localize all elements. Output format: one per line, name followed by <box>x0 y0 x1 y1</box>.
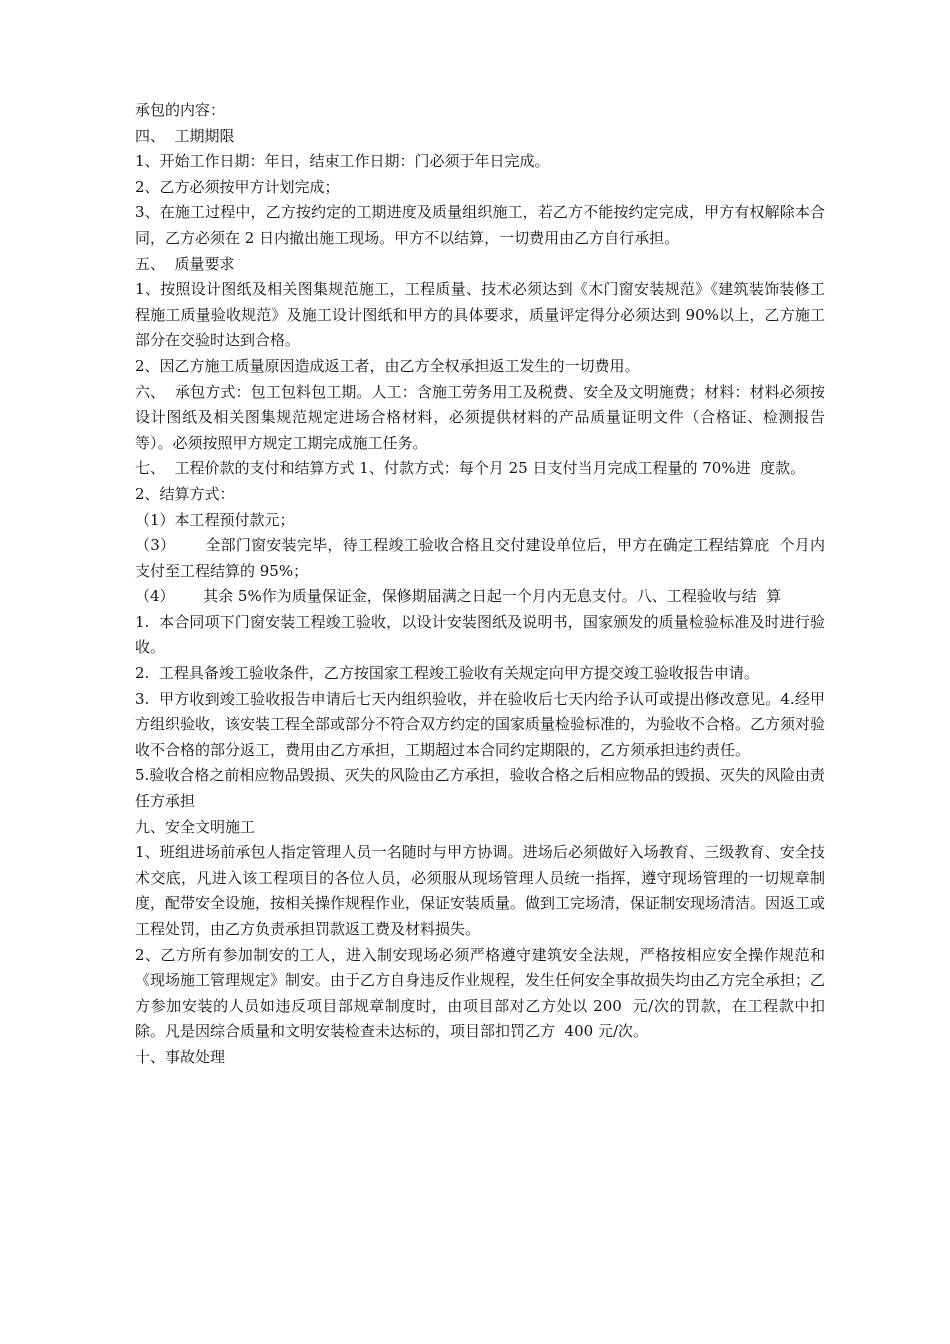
paragraph-safety-1: 1、班组进场前承包人指定管理人员一名随时与甲方协调。进场后必须做好入场教育、三级教育、安全技术交底，凡进入该工程项目的各位人员，必须服从现场管理人员统一指挥，遵守现场管理的一切规章制度，配带安全设施，按相关操作规程作业，保证安装质量。做到工完场清，保证制安现场清洁。因返工或工程处罚，由乙方负责承担罚款返工费及材料损失。 <box>135 843 826 938</box>
heading-quality-requirements: 五、 质量要求 <box>135 254 235 273</box>
paragraph-quality-deposit: （4） 其余 5%作为质量保证金，保修期届满之日起一个月内无息支付。八、工程验收与结 算 <box>135 587 782 606</box>
paragraph-quality-standards: 1、按照设计图纸及相关图集规范施工，工程质量、技术必须达到《木门窗安装规范》《建筑装饰装修工程施工质量验收规范》及施工设计图纸和甲方的具体要求，质量评定得分必须达到 90%以上，乙方施工部分在交验时达到合格。 <box>135 280 825 350</box>
paragraph-plan-completion: 2、乙方必须按甲方计划完成； <box>135 177 340 196</box>
paragraph-acceptance-3: 3. 甲方收到竣工验收报告申请后七天内组织验收，并在验收后七天内给予认可或提出修改意见。4.经甲方组织验收，该安装工程全部或部分不符合双方约定的国家质量检验标准的，为验收不合格。乙方须对验收不合格的部分返工，费用由乙方承担，工期超过本合同约定期限的，乙方须承担违约责任。 <box>135 689 826 759</box>
paragraph-start-date: 1、开始工作日期：年日，结束工作日期：门必须于年日完成。 <box>135 152 550 171</box>
heading-safety: 九、安全文明施工 <box>135 817 256 836</box>
paragraph-acceptance-1: 1. 本合同项下门窗安装工程竣工验收，以设计安装图纸及说明书，国家颁发的质量检验标准及时进行验收。 <box>135 612 825 657</box>
paragraph-settlement-method: 2、结算方式： <box>135 484 235 503</box>
paragraph-advance-payment: （1）本工程预付款元； <box>135 510 295 529</box>
paragraph-schedule-termination: 3、在施工过程中，乙方按约定的工期进度及质量组织施工，若乙方不能按约定完成，甲方有权解除本合同，乙方必须在 2 日内撤出施工现场。甲方不以结算，一切费用由乙方自行承担。 <box>135 203 825 247</box>
paragraph-acceptance-5: 5.验收合格之前相应物品毁损、灭失的风险由乙方承担，验收合格之后相应物品的毁损、灭失的风险由责任方承担 <box>135 766 825 811</box>
paragraph-contract-method: 六、 承包方式：包工包料包工期。人工：含施工劳务用工及税费、安全及文明施费；材料：材料必须按设计图纸及相关图集规范规定进场合格材料，必须提供材料的产品质量证明文件（合格证、检测报告等）。必须按照甲方规定工期完成施工任务。 <box>135 382 825 452</box>
heading-accident-handling: 十、事故处理 <box>135 1047 226 1066</box>
paragraph-safety-2: 2、乙方所有参加制安的工人，进入制安现场必须严格遵守建筑安全法规，严格按相应安全操作规范和《现场施工管理规定》制安。由于乙方自身违反作业规程，发生任何安全事故损失均由乙方完全承担；乙方参加安装的人员如违反项目部规章制度时，由项目部对乙方处以 200 元/次的罚款，在工程款中扣除。凡是因综合质量和文明安装检查未达标的，项目部扣罚乙方 400 元/次。 <box>135 945 826 1041</box>
paragraph-final-settlement: （3） 全部门窗安装完毕，待工程竣工验收合格且交付建设单位后，甲方在确定工程结算庇 个月内支付至工程结算的 95%； <box>135 536 825 580</box>
paragraph-acceptance-2: 2. 工程具备竣工验收条件，乙方按国家工程竣工验收有关规定向甲方提交竣工验收报告申请。 <box>135 664 759 683</box>
paragraph-payment-method: 七、 工程价款的支付和结算方式 1、付款方式：每个月 25 日支付当月完成工程量的 70%进 度款。 <box>135 459 806 478</box>
paragraph-contract-scope: 承包的内容： <box>135 101 226 119</box>
heading-construction-period: 四、 工期期限 <box>135 126 235 145</box>
document-page <box>135 98 825 1071</box>
paragraph-rework-cost: 2、因乙方施工质量原因造成返工者，由乙方全权承担返工发生的一切费用。 <box>135 356 640 375</box>
